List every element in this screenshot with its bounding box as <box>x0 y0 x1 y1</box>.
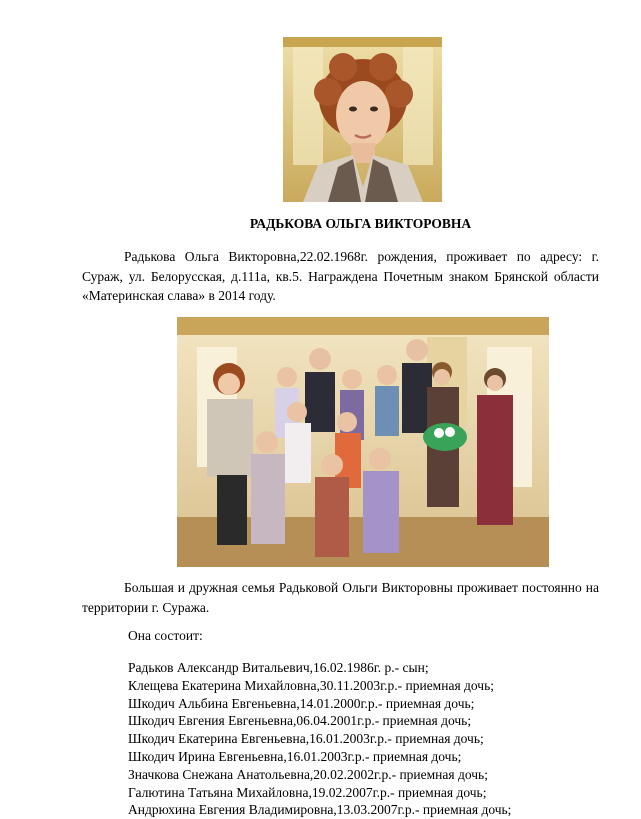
family-intro-paragraph: Большая и дружная семья Радьковой Ольги Викторовны проживает постоянно на территории г. Суража. <box>82 580 599 615</box>
person-name-heading: РАДЬКОВА ОЛЬГА ВИКТОРОВНА <box>249 216 472 231</box>
list-item: Шкодич Альбина Евгеньевна,14.01.2000г.р.- приемная дочь; <box>128 695 475 711</box>
portrait-photo <box>283 37 442 202</box>
list-item: Шкодич Ирина Евгеньевна,16.01.2003г.р.- приемная дочь; <box>128 748 462 764</box>
bio-paragraph: Радькова Ольга Викторовна,22.02.1968г. рождения, проживает по адресу: г. Сураж, ул. Белорусская, д.111а, кв.5. Награждена Почетным знаком Брянской области «Материнская слава» в 2014 году. <box>82 249 599 303</box>
list-item: Шкодич Евгения Евгеньевна,06.04.2001г.р.- приемная дочь; <box>128 713 472 729</box>
list-item: Клещева Екатерина Михайловна,30.11.2003г.р.- приемная дочь; <box>128 677 494 693</box>
consists-label: Она состоит: <box>128 628 203 643</box>
family-members-list <box>128 659 511 819</box>
list-item: Андрюхина Евгения Владимировна,13.03.2007г.р.- приемная дочь; <box>128 802 512 818</box>
list-item: Значкова Снежана Анатольевна,20.02.2002г.р.- приемная дочь; <box>128 766 488 782</box>
list-item: Шкодич Екатерина Евгеньевна,16.01.2003г.р.- приемная дочь; <box>128 731 484 747</box>
list-item: Галютина Татьяна Михайловна,19.02.2007г.р.- приемная дочь; <box>128 784 487 800</box>
list-item: Радьков Александр Витальевич,16.02.1986г. р.- сын; <box>128 660 429 675</box>
family-group-photo <box>177 317 549 567</box>
